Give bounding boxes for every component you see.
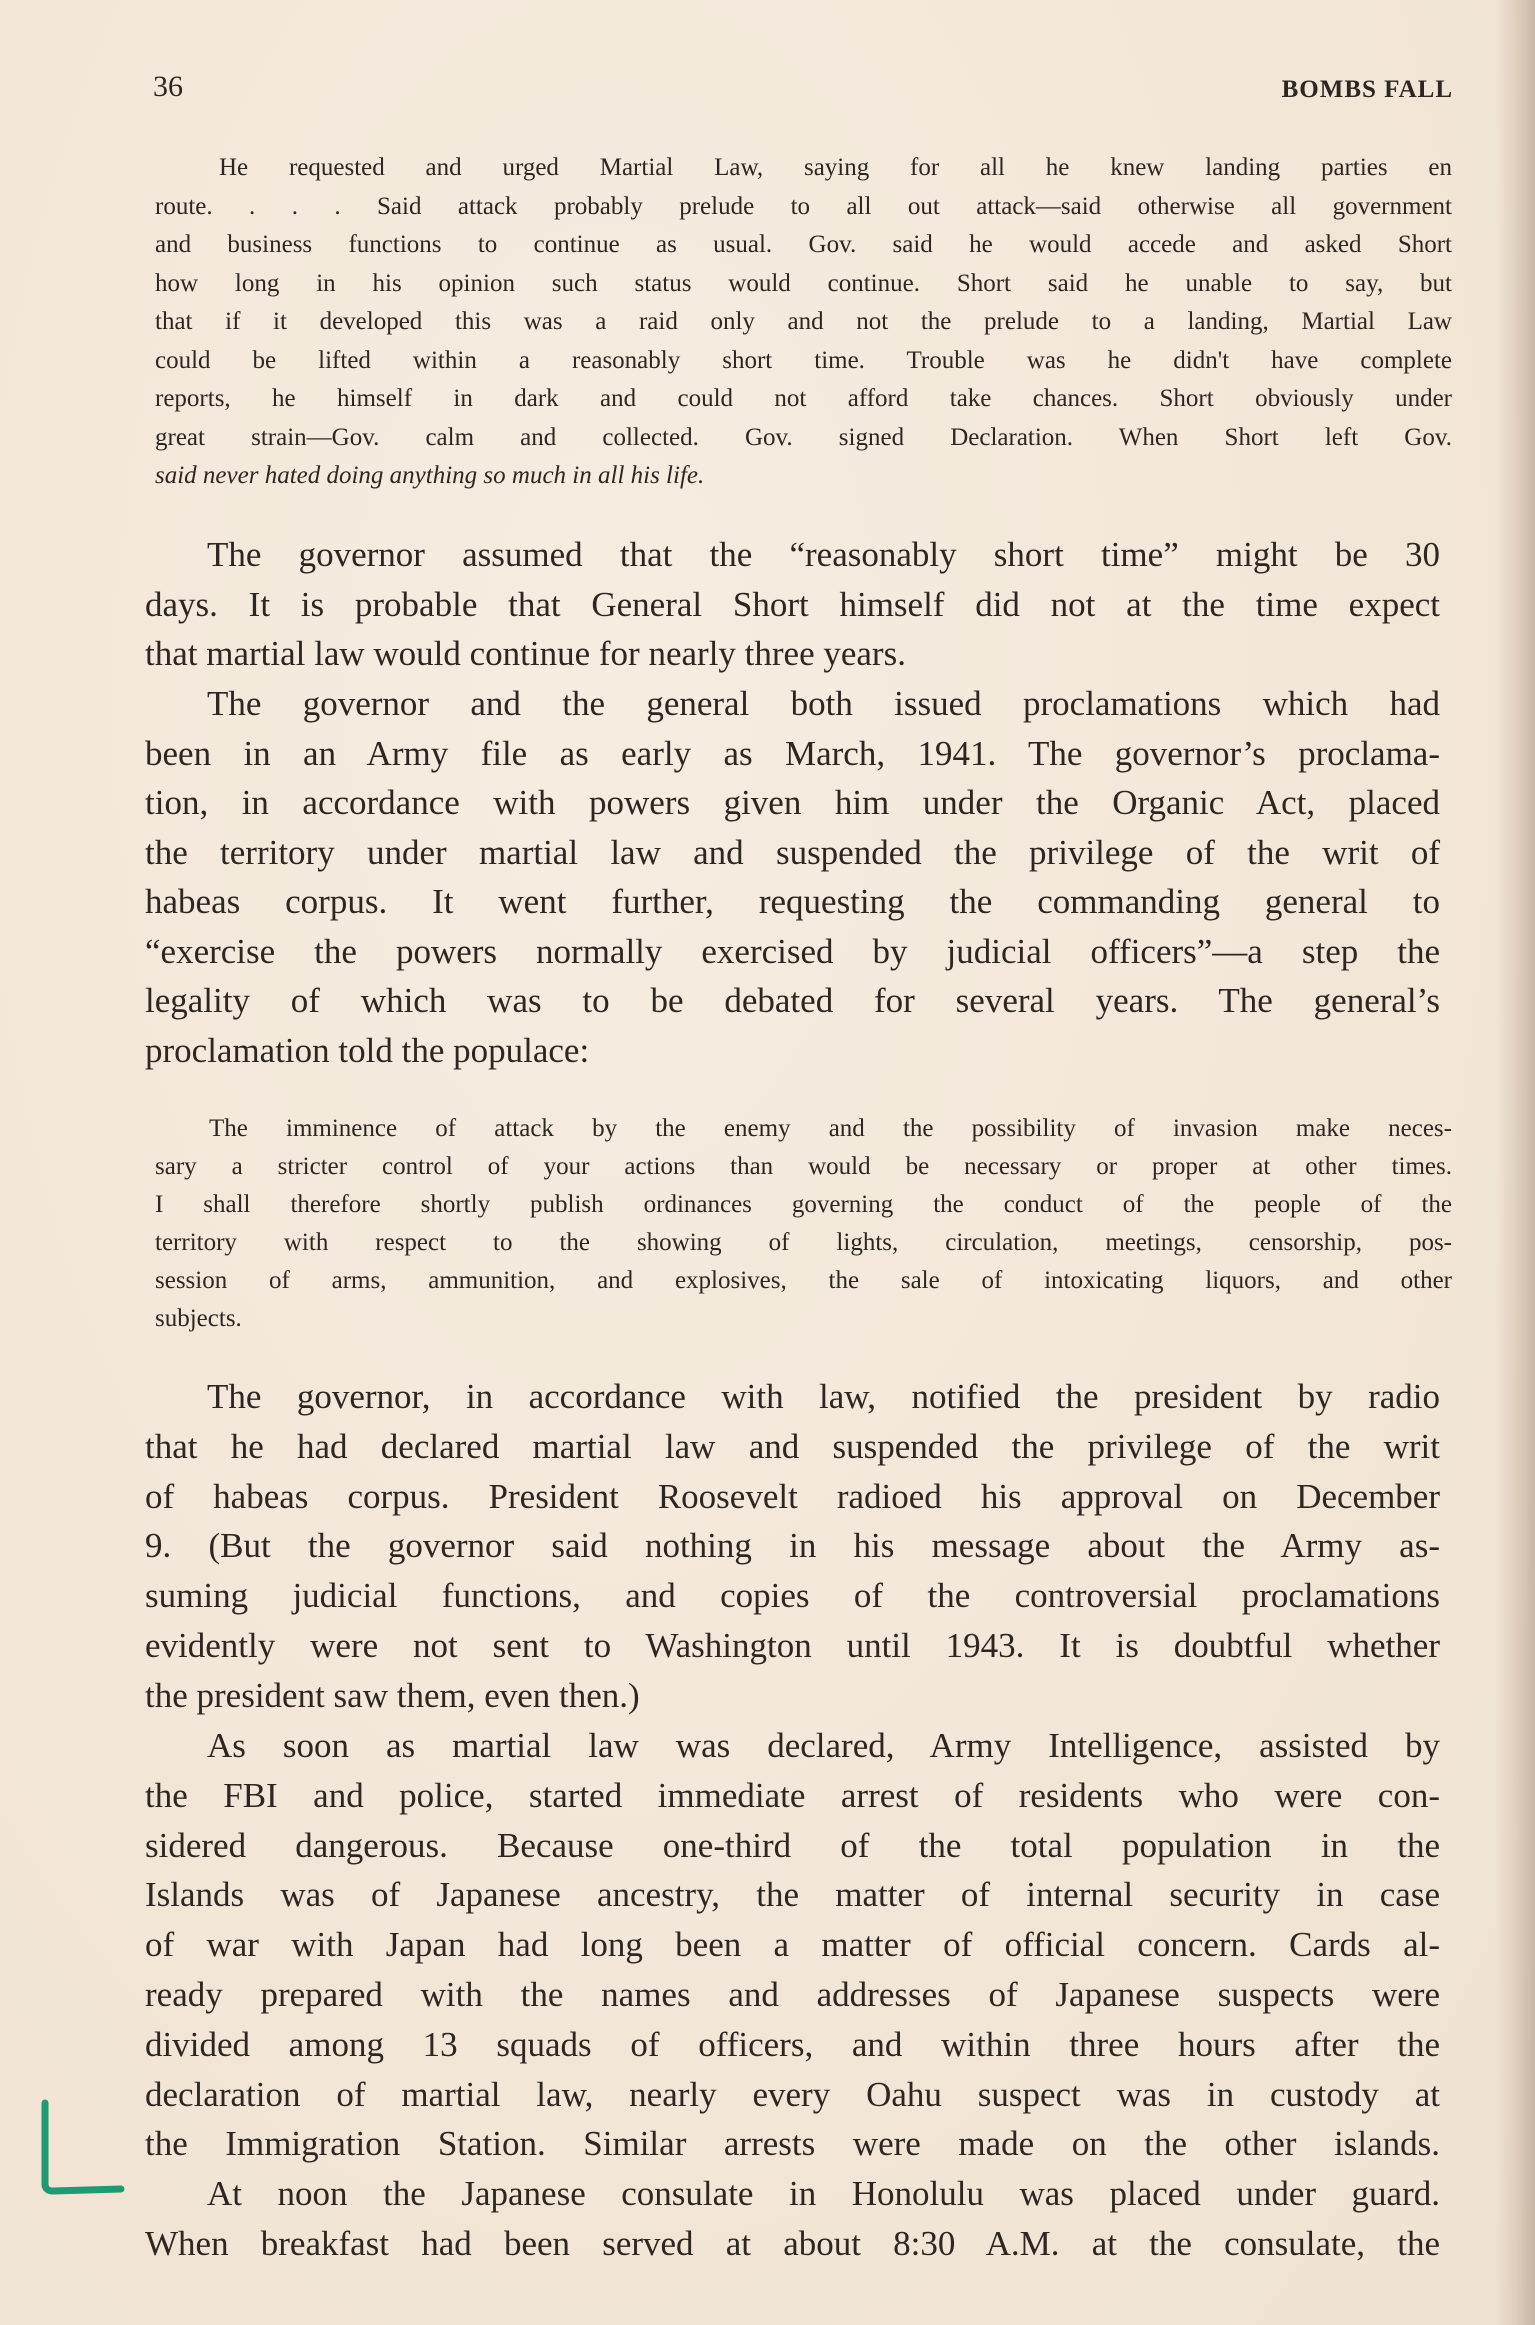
text-line: ready prepared with the names and addresses of Japanese suspects were: [145, 1975, 1440, 2014]
text-line: The governor assumed that the “reasonably short time” might be 30: [207, 535, 1440, 574]
quote-line: session of arms, ammunition, and explosives, the sale of intoxicating liquors, and other: [155, 1267, 1452, 1294]
quote-line: that if it developed this was a raid only and not the prelude to a landing, Martial Law: [155, 308, 1452, 335]
text-line: the territory under martial law and suspended the privilege of the writ of: [145, 832, 1440, 872]
text-line: the FBI and police, started immediate arrest of residents who were con-: [145, 1775, 1440, 1815]
text-line: “exercise the powers normally exercised by judicial officers”—a step the: [145, 931, 1440, 971]
text-line: that martial law would continue for nearly three years.: [145, 634, 906, 673]
text-line: proclamation told the populace:: [145, 1030, 590, 1070]
quote-line: and business functions to continue as usual. Gov. said he would accede and asked Short: [155, 231, 1452, 258]
text-line: At noon the Japanese consulate in Honolulu was placed under guard.: [207, 2174, 1440, 2213]
paragraph-arrests: [145, 1721, 1440, 2171]
text-line: The governor, in accordance with law, notified the president by radio: [207, 1377, 1440, 1416]
text-line: tion, in accordance with powers given him under the Organic Act, placed: [145, 783, 1440, 822]
text-line: of habeas corpus. President Roosevelt radioed his approval on December: [145, 1476, 1440, 1516]
text-line: legality of which was to be debated for several years. The general’s: [145, 981, 1440, 1020]
margin-bracket-icon: [37, 2099, 125, 2197]
text-line: sidered dangerous. Because one-third of the total population in the: [145, 1825, 1440, 1865]
text-line: The governor and the general both issued proclamations which had: [207, 684, 1440, 723]
text-line: the president saw them, even then.): [145, 1675, 640, 1715]
text-line: divided among 13 squads of officers, and within three hours after the: [145, 2024, 1440, 2064]
text-line: that he had declared martial law and suspended the privilege of the writ: [145, 1426, 1440, 1466]
text-line: 9. (But the governor said nothing in his message about the Army as-: [145, 1526, 1440, 1566]
quote-line: route. . . . Said attack probably prelude to all out attack—said otherwise all government: [155, 192, 1452, 220]
block-quote-generals-proclamation: [155, 1110, 1452, 1340]
text-line: days. It is probable that General Short himself did not at the time expect: [145, 584, 1440, 624]
text-line: As soon as martial law was declared, Army Intelligence, assisted by: [207, 1726, 1440, 1765]
quote-line: could be lifted within a reasonably short time. Trouble was he didn't have complete: [155, 346, 1452, 374]
page-number: 36: [153, 70, 183, 103]
block-quote-martial-law-request: [155, 149, 1452, 499]
paragraph-reasonably-short-time: [145, 530, 1440, 680]
chapter-title: BOMBS FALL: [1281, 76, 1453, 103]
quote-line: sary a stricter control of your actions than would be necessary or proper at other times.: [155, 1153, 1452, 1180]
paragraph-japanese-consulate: [145, 2169, 1440, 2269]
paragraph-proclamations: [145, 679, 1440, 1079]
text-line: declaration of martial law, nearly every Oahu suspect was in custody at: [145, 2074, 1440, 2114]
text-line: habeas corpus. It went further, requesting the commanding general to: [145, 882, 1440, 921]
quote-line: great strain—Gov. calm and collected. Gov. signed Declaration. When Short left Gov.: [155, 423, 1452, 451]
quote-line-italic: said never hated doing anything so much in all his life.: [155, 462, 705, 489]
text-line: evidently were not sent to Washington until 1943. It is doubtful whether: [145, 1626, 1440, 1665]
text-line: been in an Army file as early as March, 1941. The governor’s proclama-: [145, 733, 1440, 773]
running-head: [153, 70, 1453, 110]
quote-line: how long in his opinion such status would continue. Short said he unable to say, but: [155, 269, 1452, 297]
quote-line: subjects.: [155, 1305, 242, 1332]
quote-line: reports, he himself in dark and could not afford take chances. Short obviously under: [155, 385, 1452, 412]
text-line: Islands was of Japanese ancestry, the matter of internal security in case: [145, 1875, 1440, 1915]
quote-line: territory with respect to the showing of lights, circulation, meetings, censorship, pos-: [155, 1229, 1452, 1256]
text-line: suming judicial functions, and copies of the controversial proclamations: [145, 1576, 1440, 1616]
paragraph-notified-president: [145, 1372, 1440, 1722]
quote-line: He requested and urged Martial Law, saying for all he knew landing parties en: [219, 154, 1452, 181]
quote-line: The imminence of attack by the enemy and the possibility of invasion make neces-: [209, 1115, 1452, 1142]
text-line: When breakfast had been served at about 8:30 A.M. at the consulate, the: [145, 2223, 1440, 2263]
text-line: the Immigration Station. Similar arrests were made on the other islands.: [145, 2124, 1440, 2164]
quote-line: I shall therefore shortly publish ordinances governing the conduct of the people of the: [155, 1191, 1452, 1218]
text-line: of war with Japan had long been a matter of official concern. Cards al-: [145, 1925, 1440, 1965]
